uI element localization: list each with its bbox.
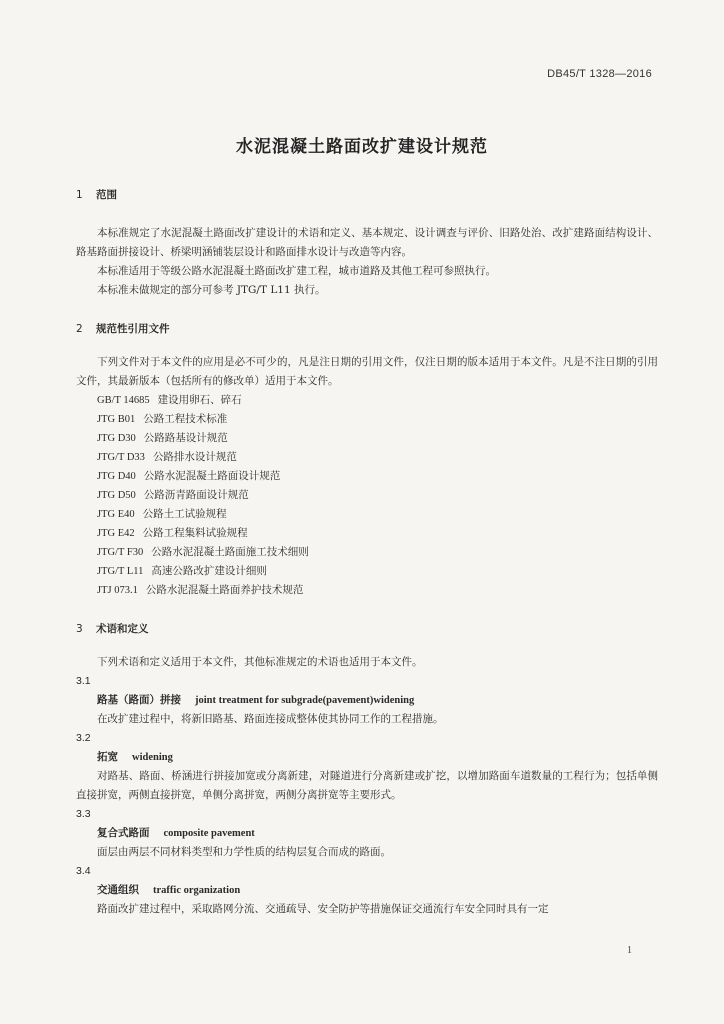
reference-code: JTG/T F30 [97,547,144,558]
section-number: 2 [76,323,83,335]
reference-name: 公路工程集料试验规程 [142,527,248,539]
section-heading-scope [76,186,658,205]
reference-name: 公路工程技术标准 [143,413,228,425]
term-number: 3.3 [76,808,91,820]
section-title: 规范性引用文件 [96,323,170,335]
term-entry [76,862,658,919]
term-chinese: 复合式路面 [97,827,150,839]
term-definition: 面层由两层不同材料类型和力学性质的结构层复合而成的路面。 [97,846,391,858]
reference-code: JTG B01 [97,414,136,425]
scope-paragraph: 本标准规定了水泥混凝土路面改扩建设计的术语和定义、基本规定、设计调查与评价、旧路处治、改扩建路面结构设计、路基路面拼接设计、桥梁明涵铺装层设计和路面排水设计与改造等内容。 [76,227,658,258]
term-english: composite pavement [163,828,255,839]
reference-name: 公路沥青路面设计规范 [143,489,249,501]
term-name [76,748,658,767]
reference-code: JTJ 073.1 [97,585,138,596]
term-chinese: 交通组织 [97,884,139,896]
term-name [76,691,658,710]
section-title: 术语和定义 [96,623,149,635]
reference-code: JTG D40 [97,471,136,482]
document-code: DB45/T 1328—2016 [547,68,652,80]
reference-name: 高速公路改扩建设计细则 [151,565,267,577]
reference-code: JTG/T L11 [97,566,144,577]
section-number: 3 [76,623,83,635]
term-english: widening [132,752,173,763]
term-number: 3.4 [76,865,91,877]
reference-name: 公路路基设计规范 [143,432,228,444]
term-entry [76,672,658,729]
term-chinese: 路基（路面）拼接 [97,694,181,706]
reference-item [76,467,658,486]
section-number: 1 [76,189,83,201]
reference-list [76,391,658,600]
term-definition: 路面改扩建过程中，采取路网分流、交通疏导、安全防护等措施保证交通流行车安全同时具有一定 [97,903,549,915]
reference-item [76,429,658,448]
scope-paragraph: 本标准未做规定的部分可参考 JTG/T L11 执行。 [97,284,326,296]
section-title: 范围 [96,189,117,201]
term-number: 3.1 [76,675,91,687]
term-english: joint treatment for subgrade(pavement)widening [195,695,415,706]
term-definition: 对路基、路面、桥涵进行拼接加宽或分离新建，对隧道进行分离新建或扩挖，以增加路面车道数量的工程行为；包括单侧直接拼宽，两侧直接拼宽，单侧分离拼宽，两侧分离拼宽等主要形式。 [76,770,658,801]
reference-code: JTG D30 [97,433,136,444]
reference-name: 公路水泥混凝土路面设计规范 [143,470,281,482]
reference-item [76,391,658,410]
terms-intro: 下列术语和定义适用于本文件，其他标准规定的术语也适用于本文件。 [97,656,423,668]
scope-paragraph: 本标准适用于等级公路水泥混凝土路面改扩建工程，城市道路及其他工程可参照执行。 [97,265,496,277]
term-entry [76,729,658,805]
page-number: 1 [627,945,632,956]
term-entry [76,805,658,862]
reference-code: JTG D50 [97,490,136,501]
reference-item [76,524,658,543]
reference-name: 公路土工试验规程 [142,508,227,520]
reference-code: GB/T 14685 [97,395,150,406]
reference-item [76,410,658,429]
term-definition: 在改扩建过程中，将新旧路基、路面连接成整体使其协同工作的工程措施。 [97,713,444,725]
reference-item [76,505,658,524]
section-heading-normative-references [76,320,658,339]
section-heading-terms [76,620,658,639]
document-body [76,186,658,919]
term-name [76,824,658,843]
reference-item [76,486,658,505]
reference-name: 公路水泥混凝土路面养护技术规范 [145,584,304,596]
reference-item [76,581,658,600]
reference-code: JTG E42 [97,528,135,539]
term-english: traffic organization [153,885,241,896]
term-chinese: 拓宽 [97,751,118,763]
references-intro: 下列文件对于本文件的应用是必不可少的，凡是注日期的引用文件，仅注日期的版本适用于本文件。凡是不注日期的引用文件，其最新版本（包括所有的修改单）适用于本文件。 [76,356,658,387]
term-name [76,881,658,900]
page-title: 水泥混凝土路面改扩建设计规范 [236,137,488,157]
reference-name: 建设用卵石、碎石 [157,394,242,406]
reference-code: JTG E40 [97,509,135,520]
reference-item [76,562,658,581]
reference-code: JTG/T D33 [97,452,145,463]
reference-name: 公路排水设计规范 [152,451,237,463]
reference-name: 公路水泥混凝土路面施工技术细则 [151,546,309,558]
reference-item [76,448,658,467]
term-number: 3.2 [76,732,91,744]
reference-item [76,543,658,562]
